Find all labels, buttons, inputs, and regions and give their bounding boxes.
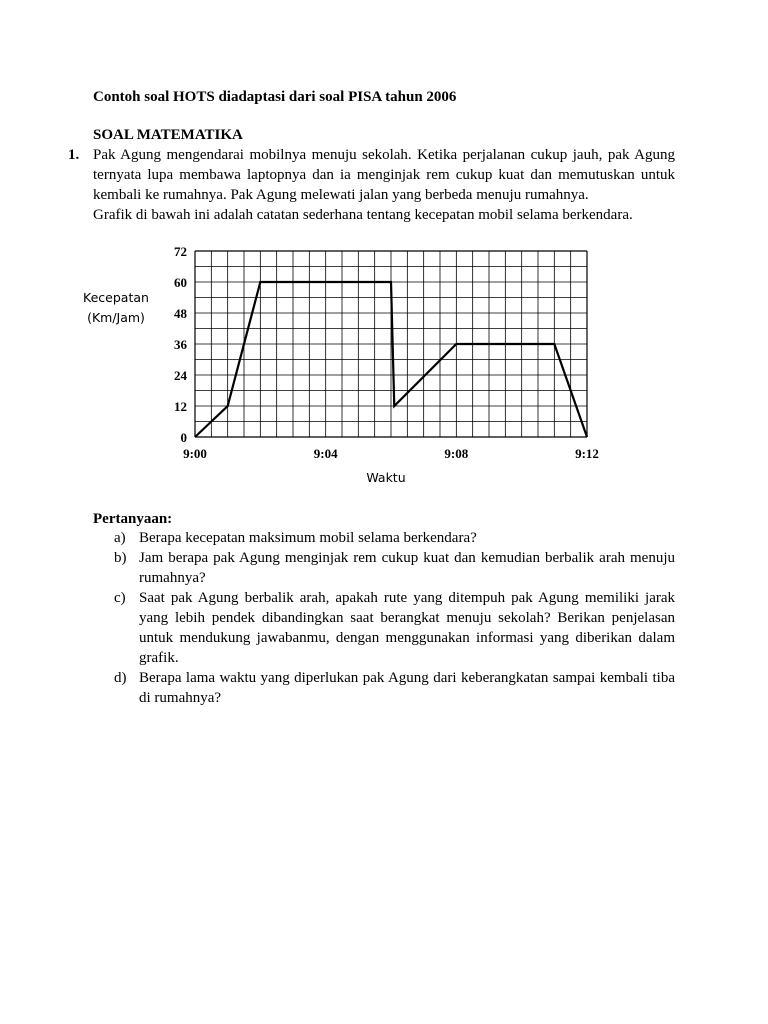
question-item-c bbox=[114, 588, 675, 668]
section-title: SOAL MATEMATIKA bbox=[93, 127, 243, 143]
question-text: Berapa kecepatan maksimum mobil selama berkendara? bbox=[139, 530, 477, 546]
questions-list bbox=[114, 528, 675, 708]
x-tick-label: 9:08 bbox=[444, 446, 469, 461]
question-item-d bbox=[114, 668, 675, 708]
question-item-a bbox=[114, 528, 675, 548]
question-label: a) bbox=[114, 530, 126, 546]
problem-paragraph-2: Grafik di bawah ini adalah catatan sederhana tentang kecepatan mobil selama berkendara. bbox=[93, 207, 633, 223]
y-axis-label-line2: (Km/Jam) bbox=[87, 310, 145, 325]
y-axis-label-line1: Kecepatan bbox=[83, 290, 149, 305]
question-label: c) bbox=[114, 590, 126, 606]
y-tick-label: 0 bbox=[180, 430, 187, 445]
y-tick-label: 60 bbox=[174, 275, 187, 290]
question-text: Saat pak Agung berbalik arah, apakah rute yang ditempuh pak Agung memiliki jarak yang lebih pendek dibandingkan saat berangkat menuju sekolah? Berikan penjelasan untuk mendukung jawabanmu, dengan menggunakan informasi yang diberikan dalam grafik. bbox=[139, 590, 675, 666]
problem-number: 1. bbox=[68, 147, 80, 163]
question-label: d) bbox=[114, 670, 127, 686]
y-tick-label: 36 bbox=[174, 337, 187, 352]
y-tick-label: 24 bbox=[174, 368, 187, 383]
document-title: Contoh soal HOTS diadaptasi dari soal PISA tahun 2006 bbox=[93, 89, 457, 105]
y-tick-label: 48 bbox=[174, 306, 187, 321]
chart-tick-labels bbox=[174, 244, 599, 461]
y-tick-label: 72 bbox=[174, 244, 187, 259]
problem-paragraph-1: Pak Agung mengendarai mobilnya menuju sekolah. Ketika perjalanan cukup jauh, pak Agung ternyata lupa membawa laptopnya dan ia menginjak rem cukup kuat dan memutuskan untuk kembali ke rumahnya. Pak Agung melewati jalan yang berbeda menuju rumahnya. bbox=[93, 147, 675, 203]
question-text: Berapa lama waktu yang diperlukan pak Agung dari keberangkatan sampai kembali tiba di rumahnya? bbox=[139, 670, 675, 706]
x-tick-label: 9:12 bbox=[575, 446, 599, 461]
question-text: Jam berapa pak Agung menginjak rem cukup kuat dan kemudian berbalik arah menuju rumahnya? bbox=[139, 550, 675, 586]
question-item-b bbox=[114, 548, 675, 588]
y-tick-label: 12 bbox=[174, 399, 187, 414]
x-axis-label: Waktu bbox=[366, 470, 406, 485]
x-tick-label: 9:04 bbox=[313, 446, 338, 461]
question-label: b) bbox=[114, 550, 127, 566]
x-tick-label: 9:00 bbox=[183, 446, 207, 461]
questions-heading: Pertanyaan: bbox=[93, 511, 173, 527]
